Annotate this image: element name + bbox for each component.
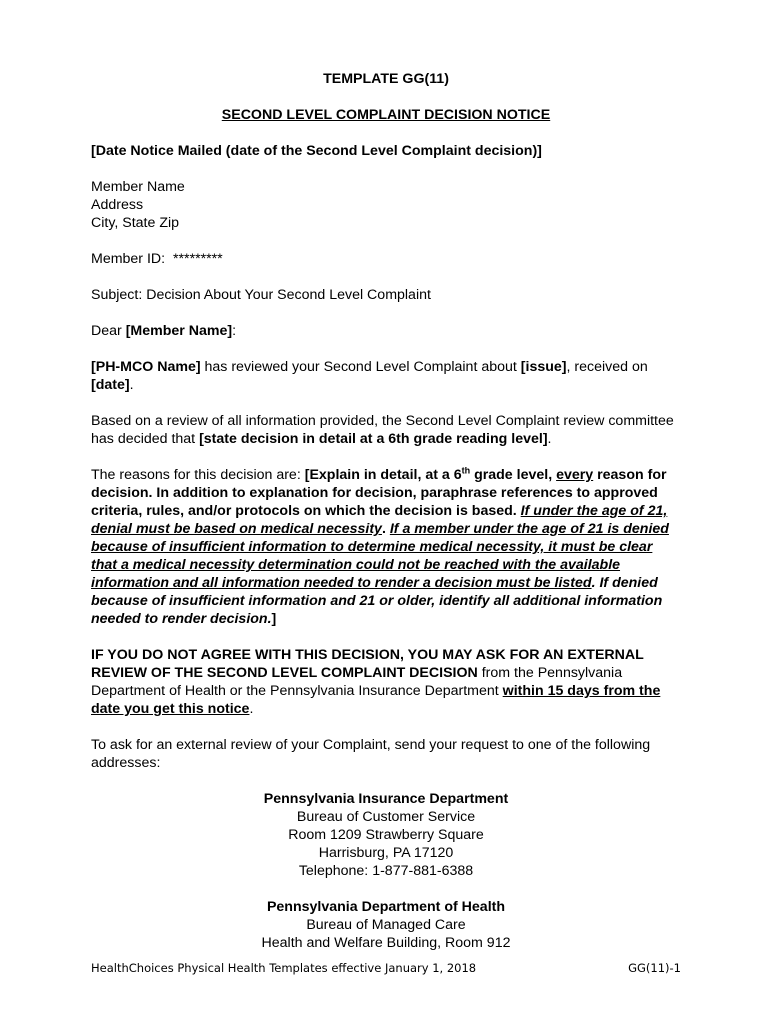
external-review-heading: IF YOU DO NOT AGREE WITH THIS DECISION, YOU MAY ASK FOR AN EXTERNAL REVIEW OF THE SECOND LEVEL COMPLAINT DECISION [91, 647, 644, 681]
review-paragraph [91, 358, 681, 394]
insurance-department-address [91, 790, 681, 880]
under-21-note: If under the age of 21, denial must be based on medical necessity [91, 503, 668, 537]
reasons-bold-1: [Explain in detail, at a 6 [304, 467, 462, 483]
health-address-line: Bureau of Managed Care [306, 917, 466, 933]
template-title: TEMPLATE GG(11) [323, 71, 449, 87]
every-emphasis: every [556, 467, 594, 483]
insurance-address-line: Harrisburg, PA 17120 [318, 845, 454, 861]
salutation-suffix: : [232, 323, 237, 339]
notice-title: SECOND LEVEL COMPLAINT DECISION NOTICE [221, 107, 551, 123]
decision-text-1: Based on a review of all information provided, the Second Level Complaint review committee has decided that [91, 413, 674, 447]
date-notice-mailed: [Date Notice Mailed (date of the Second Level Complaint decision)] [91, 143, 542, 159]
ordinal-superscript: th [461, 465, 471, 476]
issue-placeholder: [issue] [520, 359, 567, 375]
salutation [91, 322, 681, 340]
mco-name: [PH-MCO Name] [91, 359, 201, 375]
letter-body [91, 70, 681, 952]
salutation-name: [Member Name] [125, 323, 233, 339]
external-review-paragraph [91, 646, 681, 718]
insurance-department-name: Pennsylvania Insurance Department [263, 791, 509, 807]
deadline-emphasis: within 15 days from the date you get this notice [91, 683, 661, 717]
insurance-address-line: Room 1209 Strawberry Square [288, 827, 484, 843]
salutation-prefix: Dear [91, 323, 126, 339]
reasons-intro: The reasons for this decision are: [91, 467, 305, 483]
reasons-paragraph [91, 466, 681, 628]
over-21-note: If denied because of insufficient information and 21 or older, identify all additional information needed to render decision. [91, 575, 663, 627]
member-id-value: ********* [173, 251, 223, 267]
external-review-text: from the Pennsylvania Department of Health or the Pennsylvania Insurance Department [91, 665, 623, 699]
page-footer [91, 961, 681, 979]
member-address-block [91, 178, 681, 232]
footer-template-info: HealthChoices Physical Health Templates effective January 1, 2018 [91, 961, 477, 975]
date-placeholder: [date] [91, 377, 130, 393]
subject-line: Subject: Decision About Your Second Level Complaint [91, 287, 431, 303]
review-text-3: . [129, 377, 134, 393]
health-department-address [91, 898, 681, 952]
review-text-1: has reviewed your Second Level Complaint about [200, 359, 521, 375]
insufficient-info-note: If a member under the age of 21 is denied because of insufficient information to determine medical necessity, it must be clear that a medical necessity determination could not be reached with the available information and all information needed to render a decision must be listed [91, 521, 669, 591]
reasons-bold-2: grade level, [470, 467, 557, 483]
insurance-address-line: Bureau of Customer Service [296, 809, 476, 825]
footer-page-number: GG(11)-1 [628, 961, 681, 975]
member-id-label: Member ID: [91, 251, 166, 267]
member-address: Address [91, 197, 144, 213]
reasons-sep-2: . [591, 575, 600, 591]
health-department-name: Pennsylvania Department of Health [266, 899, 506, 915]
reasons-close: ] [271, 611, 277, 627]
request-instructions: To ask for an external review of your Complaint, send your request to one of the following addresses: [91, 737, 651, 771]
member-name: Member Name [91, 179, 185, 195]
member-city-state-zip: City, State Zip [91, 215, 180, 231]
reasons-bold-3: reason for decision. In addition to explanation for decision, paraphrase references to approved criteria, rules, and/or protocols on which the decision is based. [91, 467, 667, 519]
external-review-end: . [249, 701, 254, 717]
health-address-line: Health and Welfare Building, Room 912 [261, 935, 511, 951]
decision-paragraph [91, 412, 681, 448]
decision-text-2: . [547, 431, 552, 447]
review-text-2: , received on [566, 359, 648, 375]
decision-placeholder: [state decision in detail at a 6th grade reading level] [199, 431, 548, 447]
insurance-telephone: Telephone: 1-877-881-6388 [298, 863, 474, 879]
reasons-sep-1: . [381, 521, 390, 537]
member-id-line [91, 250, 681, 268]
